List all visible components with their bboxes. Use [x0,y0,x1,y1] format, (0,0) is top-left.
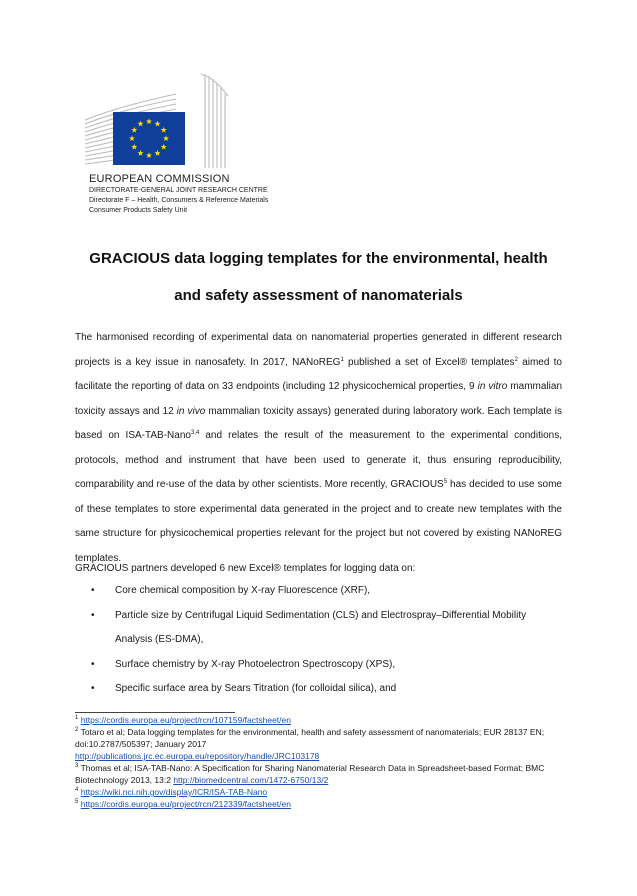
footnote-link[interactable]: http://biomedcentral.com/1472-6750/13/2 [173,775,329,785]
footnote-number: 5 [75,799,79,805]
title-line-1: GRACIOUS data logging templates for the environmental, health [89,250,548,267]
european-commission-logo [80,72,230,172]
footnote-link[interactable]: https://wiki.nci.nih.gov/display/ICR/ISA-TAB-Nano [80,787,268,797]
footnote-5 [75,798,562,810]
list-item-text: Particle size by Centrifugal Liquid Sedimentation (CLS) and Electrospray–Differential Mobility Analysis (ES-DMA), [115,609,527,645]
list-item-text: Core chemical composition by X-ray Fluorescence (XRF), [115,585,371,596]
organization-name: EUROPEAN COMMISSION [89,173,230,185]
organization-block [89,173,268,216]
footnote-text: Totaro et al; Data logging templates for the environmental, health and safety assessment of nanomaterials; EUR 28137 EN; doi:10.2787/505397; January 2017 [75,727,545,749]
partners-intro: GRACIOUS partners developed 6 new Excel® templates for logging data on: [75,563,416,574]
intro-text: The harmonised recording of experimental data on nanomaterial properties generated in different research projects is a key issue in nanosafety. In 2017, NANoREG [75,332,562,368]
directorate: Directorate F – Health, Consumers & Reference Materials [89,197,269,204]
intro-text: mammalian toxicity assays and 12 [75,381,563,417]
footnote-text: Thomas et al; ISA-TAB-Nano: A Specification for Sharing Nanomaterial Research Data in Spreadsheet-based Format; BMC Biotechnology 2013, 13:2 [75,763,545,785]
intro-text: aimed to facilitate the reporting of data on 33 endpoints (including 12 physicochemical properties, 9 [75,356,562,392]
list-item [75,604,562,653]
list-item [75,677,562,702]
intro-italic: in vivo [176,405,206,417]
footnote-ref-1[interactable]: 1 [340,356,344,363]
footnote-2 [75,726,562,762]
bullet-icon: • [91,609,95,621]
footnote-ref-3-4[interactable]: 3,4 [190,430,200,436]
list-item-text: Specific surface area by Sears Titration (for colloidal silica), and [115,683,397,694]
footnotes [75,714,562,810]
unit: Consumer Products Safety Unit [89,207,188,214]
intro-text: published a set of Excel® templates [343,356,515,368]
footnote-ref-5[interactable]: 5 [443,479,448,485]
bullet-icon: • [91,683,95,694]
intro-italic: in vitro [477,381,508,392]
bullet-icon: • [91,585,95,596]
footnote-4 [75,786,562,798]
document-title [60,240,577,314]
footnote-1 [75,714,562,726]
footnote-link[interactable]: http://publications.jrc.ec.europa.eu/repository/handle/JRC103178 [75,751,320,761]
list-item [75,653,562,678]
intro-paragraph [75,326,562,571]
footnote-ref-2[interactable]: 2 [514,356,518,363]
footnote-link[interactable]: https://cordis.europa.eu/project/rcn/107159/factsheet/en [80,715,291,725]
intro-text: and relates the result of the measurement to the experimental conditions, protocols, method and instrument that have been used to generate it, thus ensuring reproducibility, comparability and re-use of the data by other scientists. More recently, GRACIOUS [75,430,562,490]
footnote-divider [75,712,235,713]
title-line-2: and safety assessment of nanomaterials [174,287,463,304]
footnote-number: 3 [75,763,79,769]
footnote-3 [75,762,562,786]
footnote-number: 2 [75,727,79,733]
footnote-number: 1 [75,715,79,721]
list-item [75,579,562,604]
bullet-list [75,579,562,702]
footnote-link[interactable]: https://cordis.europa.eu/project/rcn/212339/factsheet/en [80,799,291,809]
list-item-text: Surface chemistry by X-ray Photoelectron Spectroscopy (XPS), [115,658,396,670]
directorate-general: DIRECTORATE-GENERAL JOINT RESEARCH CENTRE [89,187,268,194]
bullet-icon: • [91,658,95,670]
footnote-number: 4 [75,787,79,793]
intro-text: has decided to use some of these templates to store experimental data generated in the project and to create new templates with the same structure for physicochemical properties relevant for the project but not covered by existing NANoREG templates. [75,479,562,564]
intro-text: mammalian toxicity assays) generated during laboratory work. Each template is based on ISA-TAB-Nano [75,405,562,441]
